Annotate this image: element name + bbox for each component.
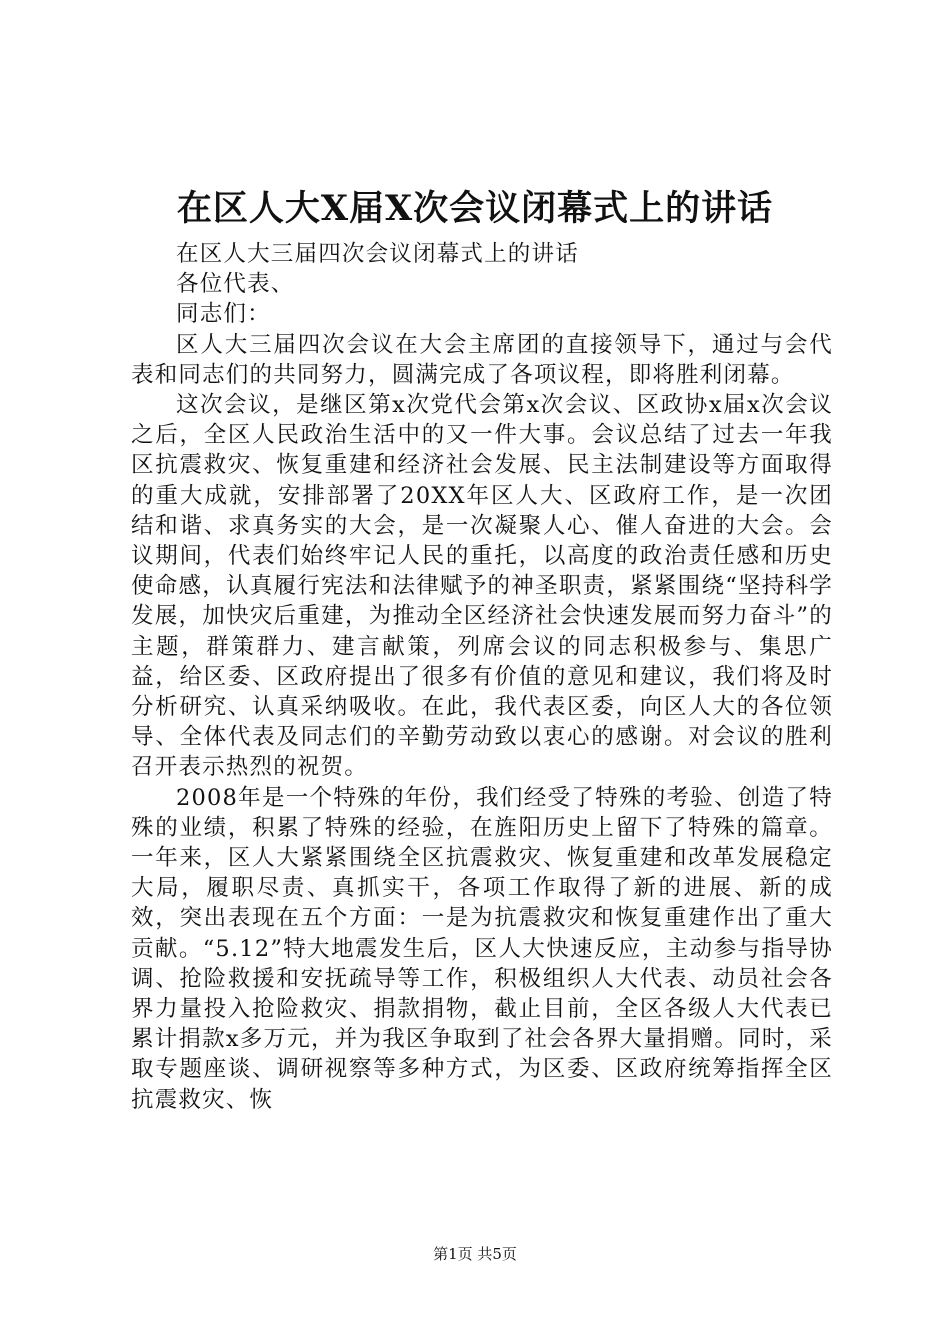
document-title: 在区人大X届X次会议闭幕式上的讲话: [176, 188, 774, 229]
salutation-line: 各位代表、: [176, 271, 295, 298]
salutation-line: 同志们：: [176, 301, 271, 328]
page-footer: 第1页 共5页: [433, 1245, 517, 1263]
body-paragraph: 区人大三届四次会议在大会主席团的直接领导下，通过与会代表和同志们的共同努力，圆满完成了各项议程，即将胜利闭幕。: [131, 331, 833, 388]
subtitle-line: 在区人大三届四次会议闭幕式上的讲话: [176, 241, 579, 267]
body-paragraph: 2008年是一个特殊的年份，我们经受了特殊的考验、创造了特殊的业绩，积累了特殊的经验，在旌阳历史上留下了特殊的篇章。一年来，区人大紧紧围绕全区抗震救灾、恢复重建和改革发展稳定大局，履职尽责、真抓实干，各项工作取得了新的进展、新的成效，突出表现在五个方面：一是为抗震救灾和恢复重建作出了重大贡献。“5.12”特大地震发生后，区人大快速反应，主动参与指导协调、抢险救援和安抚疏导等工作，积极组织人大代表、动员社会各界力量投入抢险救灾、捐款捐物，截止目前，全区各级人大代表已累计捐款x多万元，并为我区争取到了社会各界大量捐赠。同时，采取专题座谈、调研视察等多种方式，为区委、区政府统筹指挥全区抗震救灾、恢: [131, 784, 833, 1113]
document-body: [131, 239, 833, 1115]
body-paragraph: 这次会议，是继区第x次党代会第x次会议、区政协x届x次会议之后，全区人民政治生活中的又一件大事。会议总结了过去一年我区抗震救灾、恢复重建和经济社会发展、民主法制建设等方面取得的重大成就，安排部署了20XX年区人大、区政府工作，是一次团结和谐、求真务实的大会，是一次凝聚人心、催人奋进的大会。会议期间，代表们始终牢记人民的重托，以高度的政治责任感和历史使命感，认真履行宪法和法律赋予的神圣职责，紧紧围绕“坚持科学发展，加快灾后重建，为推动全区经济社会快速发展而努力奋斗”的主题，群策群力、建言献策，列席会议的同志积极参与、集思广益，给区委、区政府提出了很多有价值的意见和建议，我们将及时分析研究、认真采纳吸收。在此，我代表区委，向区人大的各位领导、全体代表及同志们的辛勤劳动致以衷心的感谢。对会议的胜利召开表示热烈的祝贺。: [131, 392, 833, 781]
